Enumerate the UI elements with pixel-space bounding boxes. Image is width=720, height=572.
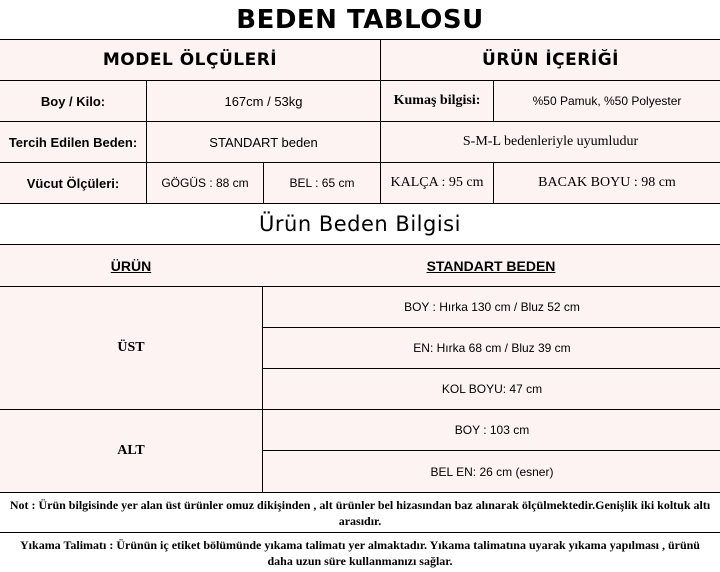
product-size-title: Ürün Beden Bilgisi [259,212,461,236]
list-item: KOL BOYU: 47 cm [441,382,543,396]
fabric-value: %50 Pamuk, %50 Polyester [493,81,720,121]
body-measurements-label: Vücut Ölçüleri: [26,175,120,191]
list-item: BOY : Hırka 130 cm / Bluz 52 cm [404,300,580,314]
top-group-items [262,287,720,409]
bottom-group-items [262,410,720,492]
hip-measurement: KALÇA : 95 cm [380,163,493,203]
waist-measurement: BEL : 65 cm [263,163,380,203]
page-title: BEDEN TABLOSU [236,4,484,35]
list-item: EN: Hırka 68 cm / Bluz 39 cm [413,341,571,355]
leg-length-measurement: BACAK BOYU : 98 cm [493,163,720,203]
title-row [0,0,720,39]
list-item: BOY : 103 cm [454,423,530,437]
table-row [0,163,720,203]
height-weight-value: 167cm / 53kg [146,81,380,121]
preferred-size-value: STANDART beden [146,122,380,162]
preferred-size-label: Tercih Edilen Beden: [8,134,138,150]
chest-measurement: GÖGÜS : 88 cm [146,163,263,203]
measurement-note: Not : Ürün bilgisinde yer alan üst ürünler omuz dikişinden , alt ürünler bel hizasından baz alınarak ölçülmektedir.Genişlik iki koltuk altı arasıdır. [9,497,711,528]
top-group-label: ÜST [117,340,145,355]
bottom-group [0,410,720,492]
washing-row [0,533,720,572]
fabric-label: Kumaş bilgisi: [380,81,493,121]
table-row [0,81,720,121]
washing-instructions: Yıkama Talimatı : Ürünün iç etiket bölümünde yıkama talimatı yer almaktadır. Yıkama talimatına uyarak yıkama yapılması , ürünü daha uzun süre kullanmanızı sağlar. [20,537,700,568]
model-measurements-header: MODEL ÖLÇÜLERİ [102,50,278,70]
section1-header-row [0,40,720,80]
height-weight-label: Boy / Kilo: [40,93,106,109]
note-row [0,493,720,532]
standard-size-column-header: STANDART BEDEN [426,257,556,274]
section2-header-row [0,245,720,286]
section2-title-row [0,204,720,244]
list-item: BEL EN: 26 cm (esner) [430,464,554,479]
bottom-group-label: ALT [117,443,145,458]
top-group [0,287,720,409]
product-column-header: ÜRÜN [110,257,152,274]
table-row [0,122,720,162]
size-compatibility: S-M-L bedenleriyle uyumludur [380,122,720,162]
product-content-header: ÜRÜN İÇERİĞİ [380,40,720,80]
